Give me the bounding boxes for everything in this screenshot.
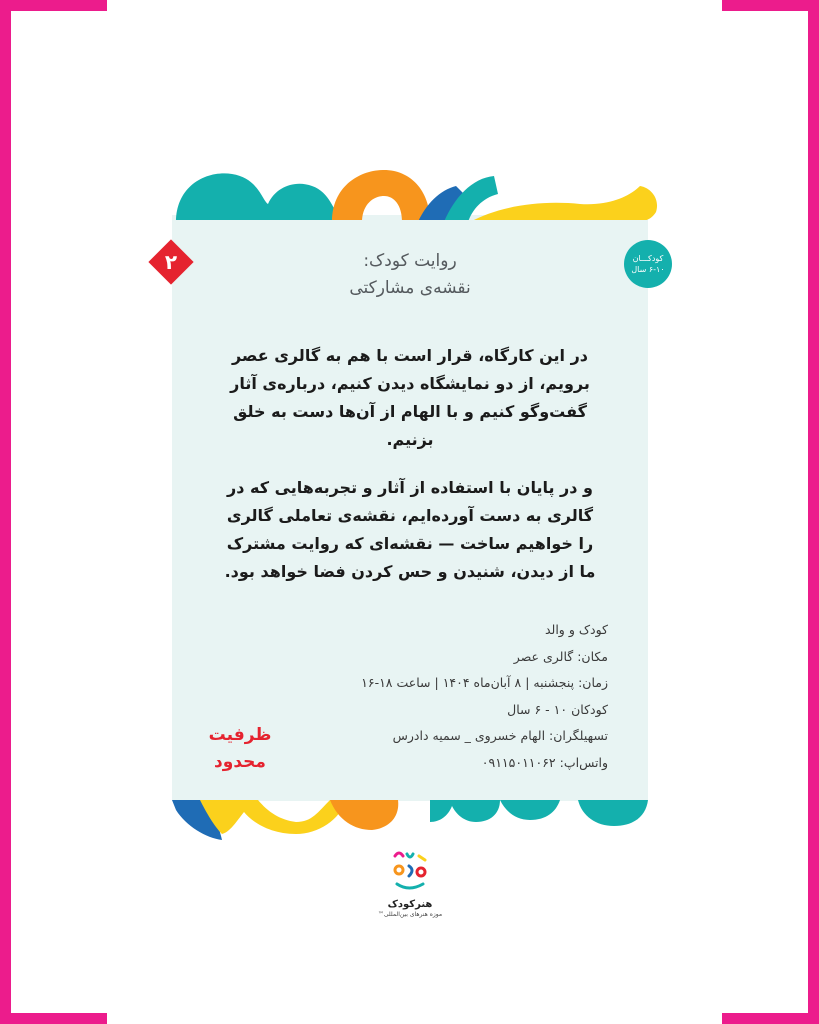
frame-right [808,0,819,1024]
logo-subtitle: موزه هنرهای بین‌المللی™ [377,911,443,918]
number-badge-text: ۲ [164,250,178,274]
event-details [300,617,608,776]
capacity-line1: ظرفیت [208,725,272,745]
frame-bottom-right [722,1013,819,1024]
bottom-decoration [0,796,819,846]
intro-paragraph: در این کارگاه، قرار است با هم به گالری عصر برویم، از دو نمایشگاه دیدن کنیم، درباره‌ی آثار گفت‌وگو کنیم و با الهام از آن‌ها دست به خلق بزنیم. [230,346,590,449]
title-line2: نقشه‌ی مشارکتی [349,278,471,298]
frame-bottom-left [0,1013,107,1024]
age-badge-line2: ۶-۱۰ سال [631,265,665,274]
top-decoration [0,160,819,230]
closing-paragraph: و در پایان با استفاده از آثار و تجربه‌هایی که در گالری به دست آورده‌ایم، نقشه‌ی تعاملی گالری را خواهیم ساخت — نقشه‌ای که روایت مشترک ما از دیدن، شنیدن و حس کردن فضا خواهد بود. [224,478,596,581]
logo-name: هنرکودک [387,899,433,910]
capacity-label [200,722,280,776]
frame-top-left [0,0,107,11]
detail-audience: کودک و والد [544,622,608,637]
detail-age: کودکان ۱۰ - ۶ سال [507,701,608,717]
title-line1: روایت کودک: [363,251,457,271]
detail-time: زمان: پنجشنبه | ۸ آبان‌ماه ۱۴۰۴ | ساعت ۱۸-۱۶ [361,675,608,690]
detail-facilitators: تسهیلگران: الهام خسروی _ سمیه دادرس [392,728,608,743]
frame-top-right [722,0,819,11]
detail-whatsapp: واتس‌اپ: ۰۹۱۱۵۰۱۱۰۶۲ [481,754,608,770]
age-badge-line1: کودکـــان [632,254,664,263]
brand-logo [377,848,443,919]
detail-place: مکان: گالری عصر [513,648,608,664]
capacity-line2: محدود [214,752,266,772]
event-title [172,248,648,302]
logo-mark-icon [387,848,433,894]
frame-left [0,0,11,1024]
